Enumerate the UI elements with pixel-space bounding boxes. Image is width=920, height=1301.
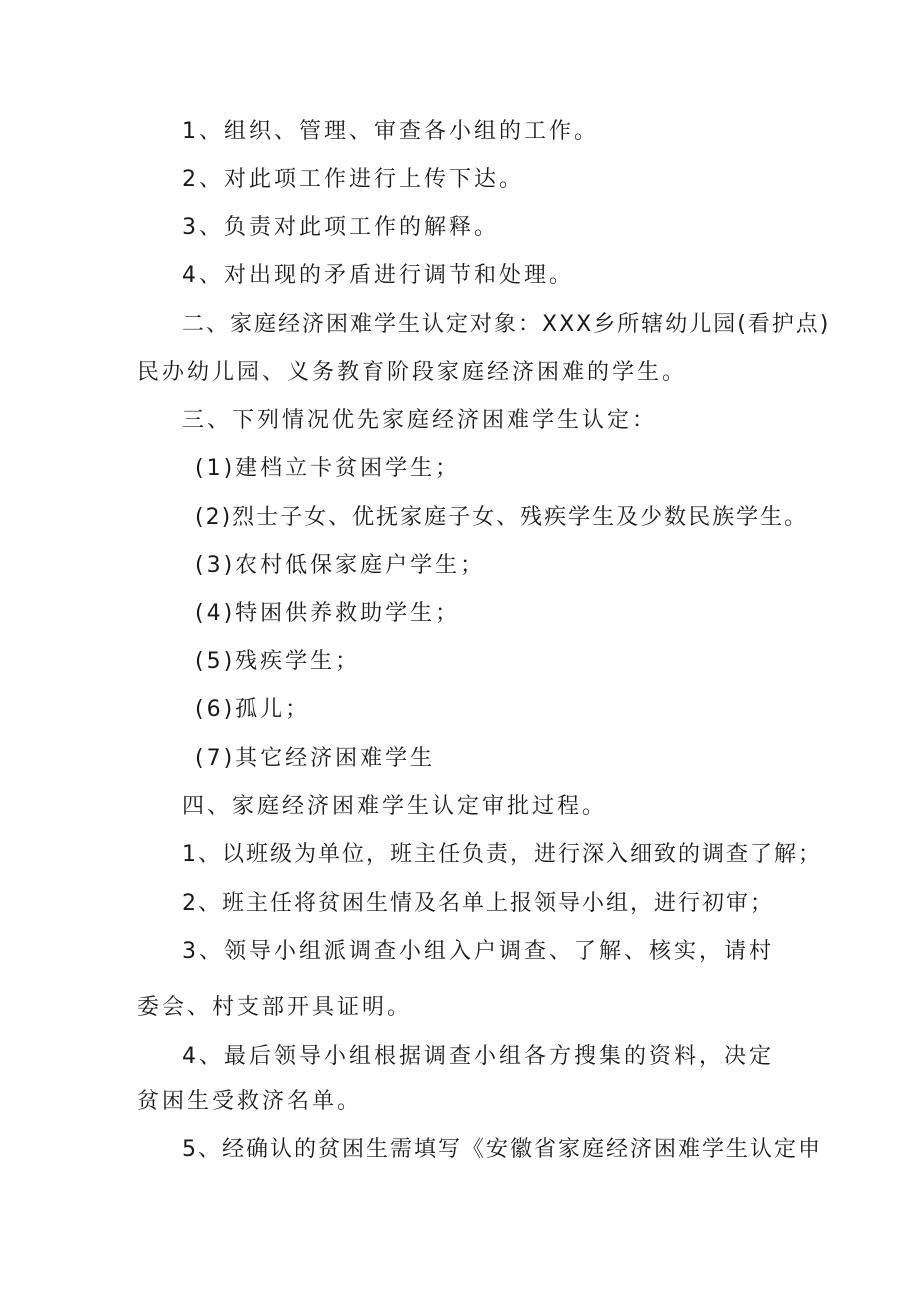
priority-item-7: (7)其它经济困难学生 — [195, 746, 436, 771]
duty-item-3: 3、负责对此项工作的解释。 — [182, 215, 499, 240]
priority-item-2: (2)烈士子女、优抚家庭子女、残疾学生及少数民族学生。 — [195, 505, 809, 530]
priority-item-4: (4)特困供养救助学生； — [195, 601, 461, 626]
process-step-3-continuation: 委会、村支部开具证明。 — [137, 995, 413, 1020]
duty-item-2: 2、对此项工作进行上传下达。 — [182, 167, 524, 192]
priority-item-6: (6)孤儿； — [195, 697, 311, 722]
priority-item-3: (3)农村低保家庭户学生； — [195, 553, 486, 578]
process-step-3: 3、领导小组派调查小组入户调查、了解、核实，请村 — [182, 939, 774, 964]
section-2-heading: 二、家庭经济困难学生认定对象：XXX乡所辖幼儿园(看护点) — [182, 312, 831, 337]
section-3-heading: 三、下列情况优先家庭经济困难学生认定： — [182, 408, 658, 433]
process-step-4-continuation: 贫困生受救济名单。 — [137, 1089, 363, 1114]
process-step-1: 1、以班级为单位，班主任负责，进行深入细致的调查了解； — [182, 842, 822, 867]
priority-item-5: (5)残疾学生； — [195, 649, 361, 674]
duty-item-1: 1、组织、管理、审查各小组的工作。 — [182, 119, 599, 144]
section-4-heading: 四、家庭经济困难学生认定审批过程。 — [182, 794, 608, 819]
process-step-4: 4、最后领导小组根据调查小组各方搜集的资料，决定 — [182, 1044, 774, 1069]
process-step-2: 2、班主任将贫困生情及名单上报领导小组，进行初审； — [182, 891, 774, 916]
section-2-continuation: 民办幼儿园、义务教育阶段家庭经济困难的学生。 — [137, 360, 688, 385]
priority-item-1: (1)建档立卡贫困学生； — [195, 456, 461, 481]
process-step-5: 5、经确认的贫困生需填写《安徽省家庭经济困难学生认定申 — [182, 1137, 822, 1162]
duty-item-4: 4、对出现的矛盾进行调节和处理。 — [182, 263, 574, 288]
